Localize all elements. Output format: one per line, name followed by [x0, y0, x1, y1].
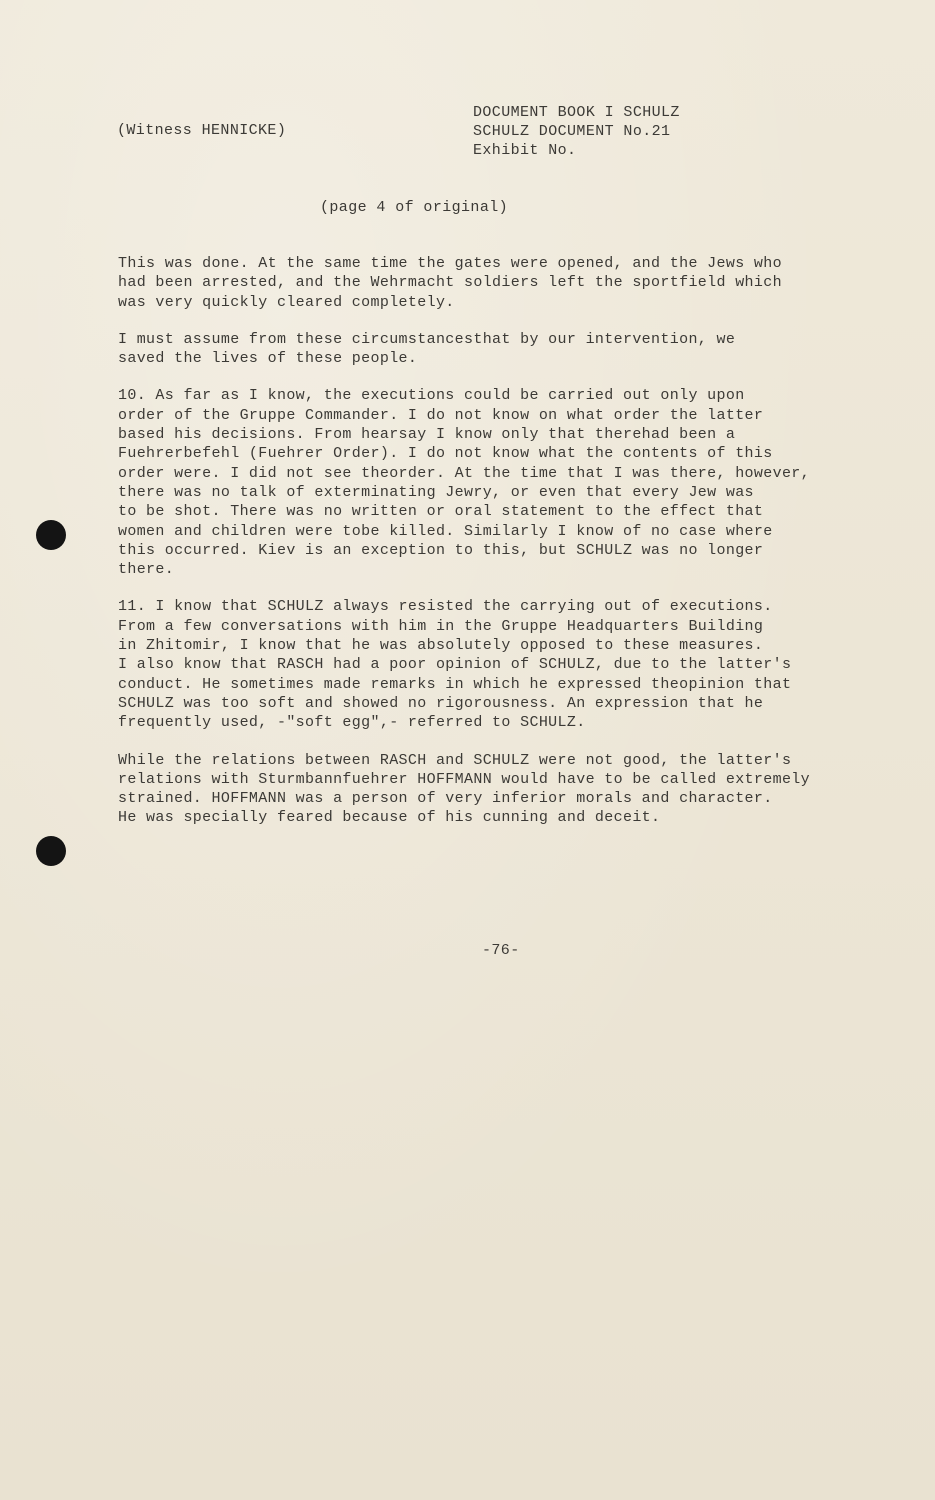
text-line: While the relations between RASCH and SCHULZ were not good, the latter's — [118, 751, 792, 769]
text-line: From a few conversations with him in the Gruppe Headquarters Building — [118, 617, 764, 635]
text-line: He was specially feared because of his cunning and deceit. — [118, 809, 661, 827]
paragraph — [118, 751, 848, 828]
punch-hole — [36, 836, 66, 866]
text-line: I must assume from these circumstancesthat by our intervention, we — [118, 330, 736, 348]
text-line: order of the Gruppe Commander. I do not know on what order the latter — [118, 406, 764, 424]
page-reference: (page 4 of original) — [320, 199, 509, 216]
text-line: 11. I know that SCHULZ always resisted the carrying out of executions. — [118, 598, 773, 616]
text-line: 10. As far as I know, the executions could be carried out only upon — [118, 387, 745, 405]
text-line: to be shot. There was no written or oral statement to the effect that — [118, 503, 764, 521]
text-line: strained. HOFFMANN was a person of very inferior morals and character. — [118, 790, 773, 808]
text-line: saved the lives of these people. — [118, 350, 418, 368]
exhibit-label: Exhibit No. — [473, 142, 577, 159]
paragraph — [118, 330, 848, 369]
text-line: based his decisions. From hearsay I know only that therehad been a — [118, 426, 736, 444]
witness-label: (Witness HENNICKE) — [117, 122, 287, 139]
text-line: had been arrested, and the Wehrmacht soldiers left the sportfield which — [118, 274, 782, 292]
text-line: I also know that RASCH had a poor opinion of SCHULZ, due to the latter's — [118, 656, 792, 674]
text-line: there. — [118, 561, 175, 579]
document-header — [473, 103, 680, 160]
page-number: -76- — [482, 942, 520, 959]
punch-hole — [36, 520, 66, 550]
text-line: This was done. At the same time the gates were opened, and the Jews who — [118, 255, 782, 272]
paragraph — [118, 386, 848, 579]
document-number-label: SCHULZ DOCUMENT No.21 — [473, 123, 671, 140]
text-line: conduct. He sometimes made remarks in which he expressed theopinion that — [118, 675, 792, 693]
text-line: in Zhitomir, I know that he was absolutely opposed to these measures. — [118, 637, 764, 655]
text-line: was very quickly cleared completely. — [118, 293, 455, 311]
text-line: this occurred. Kiev is an exception to this, but SCHULZ was no longer — [118, 541, 764, 559]
paragraph — [118, 597, 848, 732]
text-line: SCHULZ was too soft and showed no rigorousness. An expression that he — [118, 694, 764, 712]
text-line: there was no talk of exterminating Jewry, or even that every Jew was — [118, 483, 754, 501]
text-line: order were. I did not see theorder. At the time that I was there, however, — [118, 464, 811, 482]
paragraph — [118, 254, 848, 312]
text-line: relations with Sturmbannfuehrer HOFFMANN would have to be called extremely — [118, 770, 811, 788]
document-body — [118, 254, 848, 828]
text-line: Fuehrerbefehl (Fuehrer Order). I do not know what the contents of this — [118, 445, 773, 463]
text-line: frequently used, -"soft egg",- referred to SCHULZ. — [118, 714, 586, 732]
text-line: women and children were tobe killed. Similarly I know of no case where — [118, 522, 773, 540]
document-book-label: DOCUMENT BOOK I SCHULZ — [473, 104, 680, 121]
